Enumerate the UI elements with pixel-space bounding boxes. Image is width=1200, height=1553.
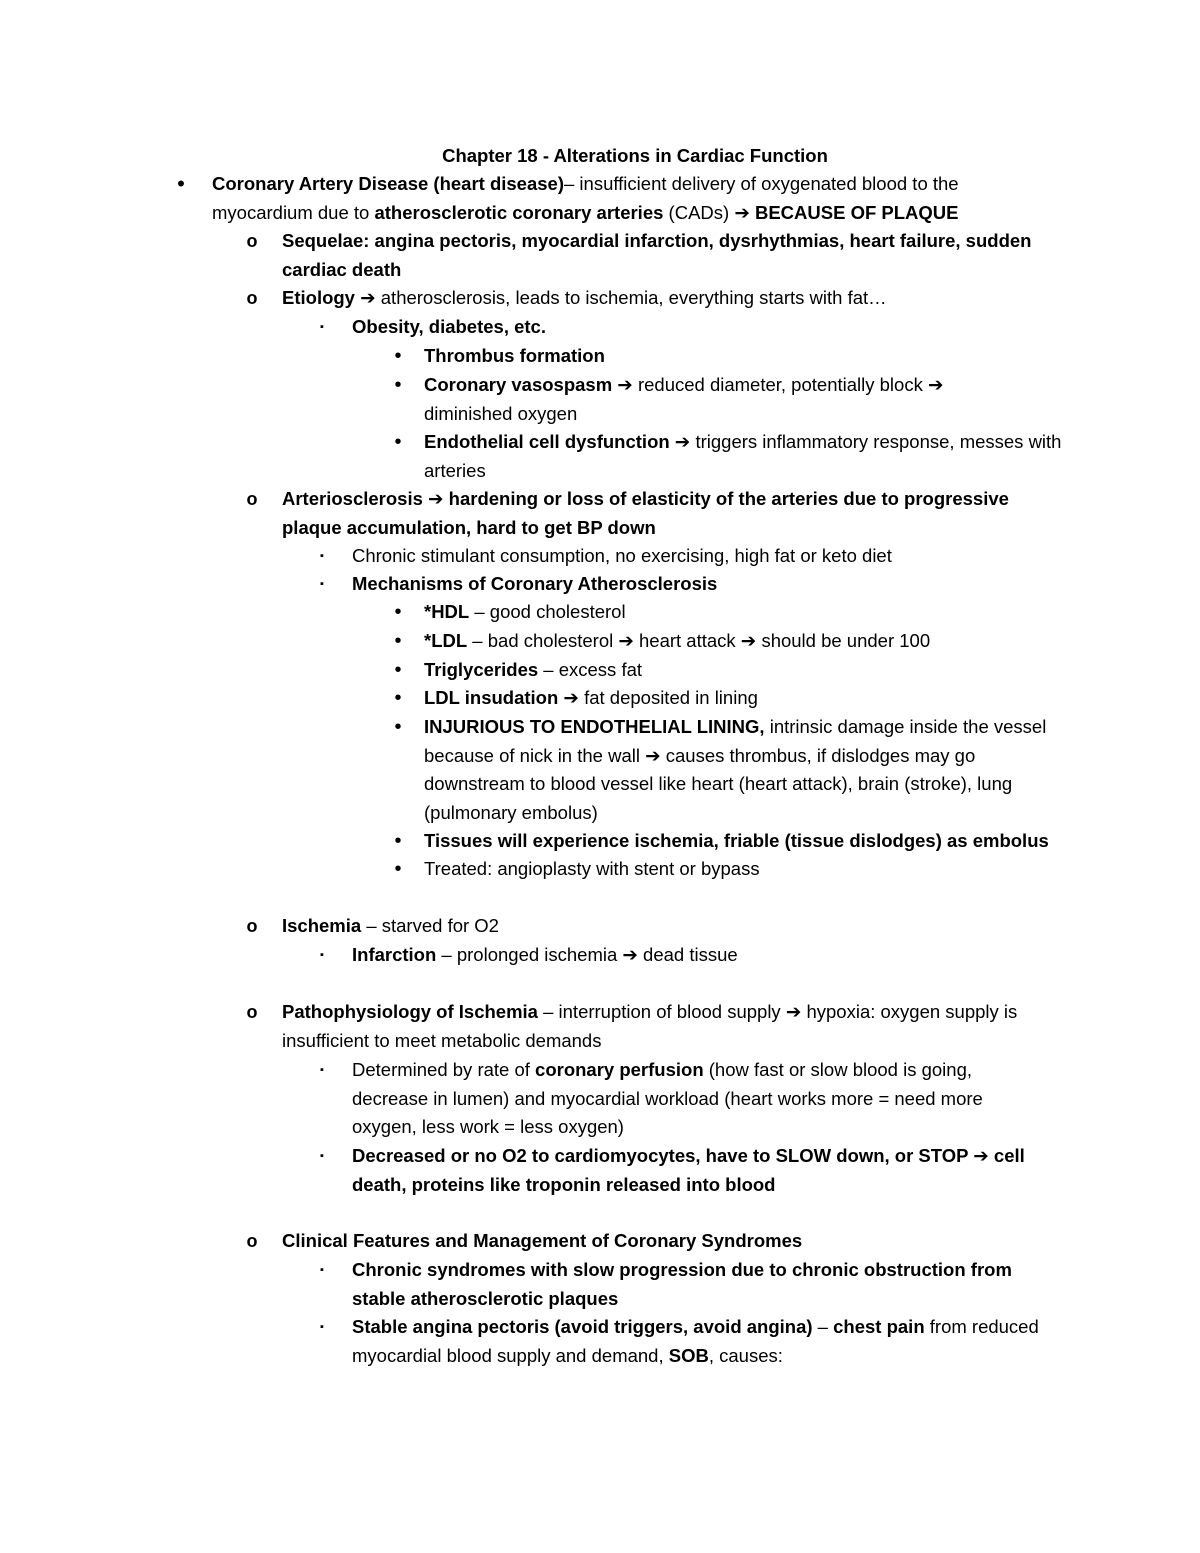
- bold-text: Obesity, diabetes, etc.: [352, 316, 546, 337]
- body-text: – good cholesterol: [469, 601, 626, 622]
- outline-item-level-3: [352, 941, 1062, 970]
- bullet-marker: •: [394, 630, 402, 652]
- bullet-marker: •: [177, 171, 185, 196]
- body-text: (how fast or slow blood is going, decrease in lumen) and myocardial workload (heart works more = need more oxygen, less work = less oxygen): [352, 1059, 983, 1137]
- outline-item-level-2: [282, 284, 1062, 313]
- body-text: intrinsic damage inside the vessel because of nick in the wall ➔ causes thrombus, if dislodges may go downstream to blood vessel like heart (heart attack), brain (stroke), lung (pulmonary embolus): [424, 716, 1047, 823]
- bullet-marker: ▪: [320, 321, 324, 333]
- body-text: ➔ atherosclerosis, leads to ischemia, everything starts with fat…: [354, 287, 887, 308]
- outline-item-level-4: [424, 855, 1064, 884]
- body-text: (CADs): [663, 201, 735, 223]
- outline-item-level-3: [352, 313, 1062, 342]
- outline-item-level-1: [212, 170, 1012, 227]
- bullet-marker: •: [394, 687, 402, 709]
- bullet-marker: o: [246, 231, 258, 251]
- bold-text: Sequelae: angina pectoris, myocardial infarction, dysrhythmias, heart failure, sudden cardiac death: [282, 230, 1032, 280]
- bold-text: Tissues will experience ischemia, friable (tissue dislodges) as embolus: [424, 830, 1049, 851]
- body-text: from reduced myocardial blood supply and demand,: [352, 1316, 1039, 1366]
- bold-text: Triglycerides: [424, 659, 539, 680]
- outline-item-level-4: [424, 827, 1084, 856]
- bullet-marker: ▪: [320, 578, 324, 590]
- bold-text: Arteriosclerosis ➔ hardening or loss of elasticity of the arteries due to progressive plaque accumulation, hard to get BP down: [282, 488, 1009, 538]
- outline-item-level-3: [352, 1056, 1042, 1142]
- bullet-marker: •: [394, 659, 402, 681]
- outline-item-level-4: [424, 342, 1064, 371]
- bold-text: Pathophysiology of Ischemia: [282, 1001, 538, 1022]
- outline-item-level-2: [282, 485, 1062, 542]
- bold-text: Stable angina pectoris (avoid triggers, avoid angina): [352, 1316, 813, 1337]
- body-text: –: [812, 1316, 834, 1337]
- outline-item-level-3: [352, 1313, 1052, 1370]
- bold-text: Thrombus formation: [424, 345, 605, 366]
- bold-text: Infarction: [352, 944, 437, 965]
- outline-item-level-3: [352, 1142, 1042, 1199]
- bold-text: *HDL: [424, 601, 470, 622]
- outline-item-level-3: [352, 542, 1062, 571]
- body-text: Treated: angioplasty with stent or bypass: [424, 858, 760, 879]
- body-text: – starved for O2: [361, 915, 499, 936]
- body-text: – insufficient delivery of oxygenated blood to the myocardium due to: [212, 173, 959, 223]
- bold-text: Mechanisms of Coronary Atherosclerosis: [352, 573, 718, 594]
- bullet-marker: o: [246, 1231, 258, 1251]
- bullet-marker: o: [246, 916, 258, 936]
- bullet-marker: ▪: [320, 550, 324, 562]
- outline-item-level-2: [282, 912, 1062, 941]
- bullet-marker: •: [394, 431, 402, 453]
- outline-item-level-2: [282, 998, 1062, 1055]
- body-text: – excess fat: [538, 659, 643, 680]
- bullet-marker: o: [246, 288, 258, 308]
- outline-item-level-2: [282, 1227, 1062, 1256]
- bullet-marker: •: [394, 601, 402, 623]
- body-text: reduced diameter, potentially block ➔ diminished oxygen: [424, 374, 944, 424]
- bold-text: Etiology: [282, 287, 355, 308]
- bullet-marker: ▪: [320, 1264, 324, 1276]
- bullet-marker: ▪: [320, 1321, 324, 1333]
- bold-text: INJURIOUS TO ENDOTHELIAL LINING,: [424, 716, 765, 737]
- body-text: triggers inflammatory response, messes with arteries: [424, 431, 1062, 481]
- body-text: Determined by rate of: [352, 1059, 536, 1080]
- bold-text: Ischemia: [282, 915, 362, 936]
- bold-text: Coronary vasospasm ➔: [424, 374, 633, 395]
- bold-text: ➔ BECAUSE OF PLAQUE: [734, 201, 959, 223]
- bullet-marker: o: [246, 1002, 258, 1022]
- bullet-marker: •: [394, 345, 402, 367]
- body-text: Chronic stimulant consumption, no exercising, high fat or keto diet: [352, 545, 892, 566]
- outline-item-level-4: [424, 428, 1064, 485]
- bullet-marker: •: [394, 374, 402, 396]
- outline-item-level-4: [424, 684, 1064, 713]
- bold-text: Coronary Artery Disease (heart disease): [212, 173, 564, 194]
- bold-text: chest pain: [833, 1316, 925, 1337]
- body-text: – bad cholesterol ➔ heart attack ➔ should be under 100: [467, 630, 931, 651]
- bullet-marker: •: [394, 858, 402, 880]
- outline-item-level-4: [424, 627, 1064, 656]
- bold-text: LDL insudation ➔: [424, 687, 579, 708]
- body-text: – interruption of blood supply ➔ hypoxia: oxygen supply is insufficient to meet metabolic demands: [282, 1001, 1018, 1051]
- bold-text: Chronic syndromes with slow progression due to chronic obstruction from stable atherosclerotic plaques: [352, 1259, 1012, 1309]
- bold-text: Decreased or no O2 to cardiomyocytes, have to SLOW down, or STOP ➔ cell death, proteins like troponin released into blood: [352, 1145, 1025, 1195]
- outline-item-level-4: [424, 713, 1064, 827]
- body-text: , causes:: [708, 1344, 783, 1366]
- bullet-marker: o: [246, 489, 258, 509]
- bold-text: SOB: [668, 1344, 709, 1366]
- body-text: fat deposited in lining: [578, 687, 758, 708]
- outline-item-level-3: [352, 1256, 1042, 1313]
- bold-text: Endothelial cell dysfunction ➔: [424, 431, 691, 452]
- bullet-marker: •: [394, 830, 402, 852]
- bullet-marker: ▪: [320, 1150, 324, 1162]
- bullet-marker: •: [394, 716, 402, 738]
- outline-item-level-2: [282, 227, 1062, 284]
- bullet-marker: ▪: [320, 949, 324, 961]
- bold-text: Clinical Features and Management of Coronary Syndromes: [282, 1230, 803, 1251]
- body-text: – prolonged ischemia ➔ dead tissue: [436, 944, 738, 965]
- outline-item-level-4: [424, 371, 1024, 428]
- outline-item-level-4: [424, 598, 1064, 627]
- bold-text: atherosclerotic coronary arteries: [374, 201, 664, 223]
- page-title: Chapter 18 - Alterations in Cardiac Function: [442, 145, 828, 166]
- bold-text: coronary perfusion: [535, 1059, 704, 1080]
- outline-item-level-4: [424, 656, 1064, 685]
- outline-item-level-3: [352, 570, 1062, 599]
- bullet-marker: ▪: [320, 1064, 324, 1076]
- bold-text: *LDL: [424, 630, 468, 651]
